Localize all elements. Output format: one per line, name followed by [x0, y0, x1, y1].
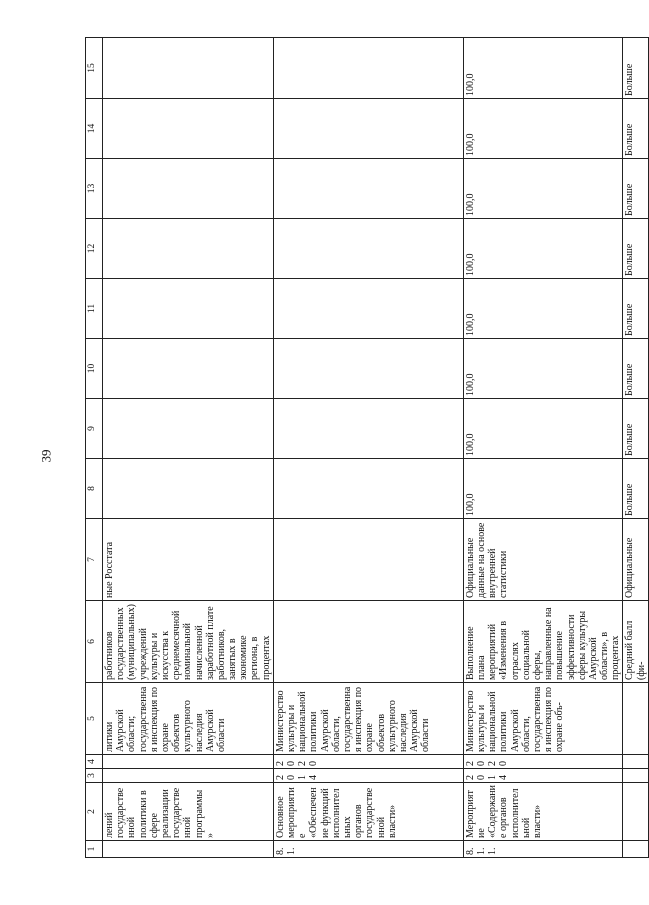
row-number: 8.1.1. — [463, 841, 623, 858]
value-cell — [273, 38, 463, 99]
header-cell: 11 — [86, 279, 103, 339]
value-cell — [103, 159, 274, 219]
header-cell: 13 — [86, 159, 103, 219]
header-cell: 14 — [86, 99, 103, 159]
header-cell: 5 — [86, 683, 103, 755]
value-cell: Больше — [623, 459, 648, 519]
data-source: ные Росстата — [103, 519, 274, 601]
value-cell — [273, 219, 463, 279]
value-cell: 100,0 — [463, 339, 623, 399]
value-cell — [103, 279, 274, 339]
table-row — [103, 38, 274, 858]
value-cell — [273, 99, 463, 159]
value-cell — [103, 99, 274, 159]
data-source: Официальные — [623, 519, 648, 601]
data-source — [273, 519, 463, 601]
value-cell — [103, 339, 274, 399]
value-cell — [273, 399, 463, 459]
value-cell — [103, 219, 274, 279]
rotated-table-area — [85, 38, 647, 858]
value-cell: Больше — [623, 399, 648, 459]
value-cell — [103, 459, 274, 519]
end-year — [103, 755, 274, 769]
header-cell: 8 — [86, 459, 103, 519]
header-cell: 2 — [86, 783, 103, 841]
table-row — [273, 38, 463, 858]
end-year: 2020 — [273, 755, 463, 769]
header-cell: 15 — [86, 38, 103, 99]
value-cell: 100,0 — [463, 399, 623, 459]
data-source: Официальные данные на основе внутренней статистики — [463, 519, 623, 601]
table-row — [623, 38, 648, 858]
header-cell: 10 — [86, 339, 103, 399]
value-cell — [103, 399, 274, 459]
value-cell: Больше — [623, 38, 648, 99]
header-cell: 1 — [86, 841, 103, 858]
value-cell: Больше — [623, 279, 648, 339]
header-cell: 6 — [86, 601, 103, 683]
value-cell: 100,0 — [463, 38, 623, 99]
indicator — [273, 601, 463, 683]
value-cell: 100,0 — [463, 459, 623, 519]
start-year: 2014 — [273, 769, 463, 783]
header-cell: 7 — [86, 519, 103, 601]
header-cell: 9 — [86, 399, 103, 459]
page-number: 39 — [38, 449, 54, 463]
value-cell — [273, 459, 463, 519]
start-year: 2014 — [463, 769, 623, 783]
executor — [623, 683, 648, 755]
value-cell: Больше — [623, 219, 648, 279]
event-name: Основное мероприятие «Обеспечение функций исполнительных органов государственной власти» — [273, 783, 463, 841]
header-cell: 12 — [86, 219, 103, 279]
executor: литики Амурской области; государственная инспекция по охране объектов культурного наследия Амурской области — [103, 683, 274, 755]
indicator: Средний балл (фи- — [623, 601, 648, 683]
program-table — [85, 37, 649, 858]
start-year — [103, 769, 274, 783]
event-name: лений государственной политики в сфере реализации государственной программы» — [103, 783, 274, 841]
row-number — [103, 841, 274, 858]
end-year — [623, 755, 648, 769]
indicator: работников государственных (муниципальных) учреждений культуры и искусства к среднемесячной номинальной начисленной заработной плате работников, занятых в экономике региона, в процентах — [103, 601, 274, 683]
header-cell: 4 — [86, 755, 103, 769]
event-name: Мероприятие «Содержание органов исполнительной власти» — [463, 783, 623, 841]
value-cell: Больше — [623, 339, 648, 399]
start-year — [623, 769, 648, 783]
value-cell — [273, 339, 463, 399]
value-cell: 100,0 — [463, 219, 623, 279]
executor: Министерство культуры и национальной политики Амурской области, государственная инспекция по охране объектов культурного наследия Амурской области — [273, 683, 463, 755]
header-cell: 3 — [86, 769, 103, 783]
value-cell: Больше — [623, 159, 648, 219]
value-cell — [273, 159, 463, 219]
value-cell — [103, 38, 274, 99]
row-number: 8.1. — [273, 841, 463, 858]
value-cell: 100,0 — [463, 159, 623, 219]
row-number — [623, 841, 648, 858]
header-row — [86, 38, 103, 858]
table-row — [463, 38, 623, 858]
indicator: Выполнение плана мероприятий «Изменения в отраслях социальной сферы, направленные на повышение эффективности сферы культуры Амурской области», в процентах — [463, 601, 623, 683]
event-name — [623, 783, 648, 841]
value-cell: 100,0 — [463, 279, 623, 339]
value-cell — [273, 279, 463, 339]
executor: Министерство культуры и национальной политики Амурской области, государственная инспекция по охране объ- — [463, 683, 623, 755]
end-year: 2020 — [463, 755, 623, 769]
value-cell: 100,0 — [463, 99, 623, 159]
value-cell: Больше — [623, 99, 648, 159]
